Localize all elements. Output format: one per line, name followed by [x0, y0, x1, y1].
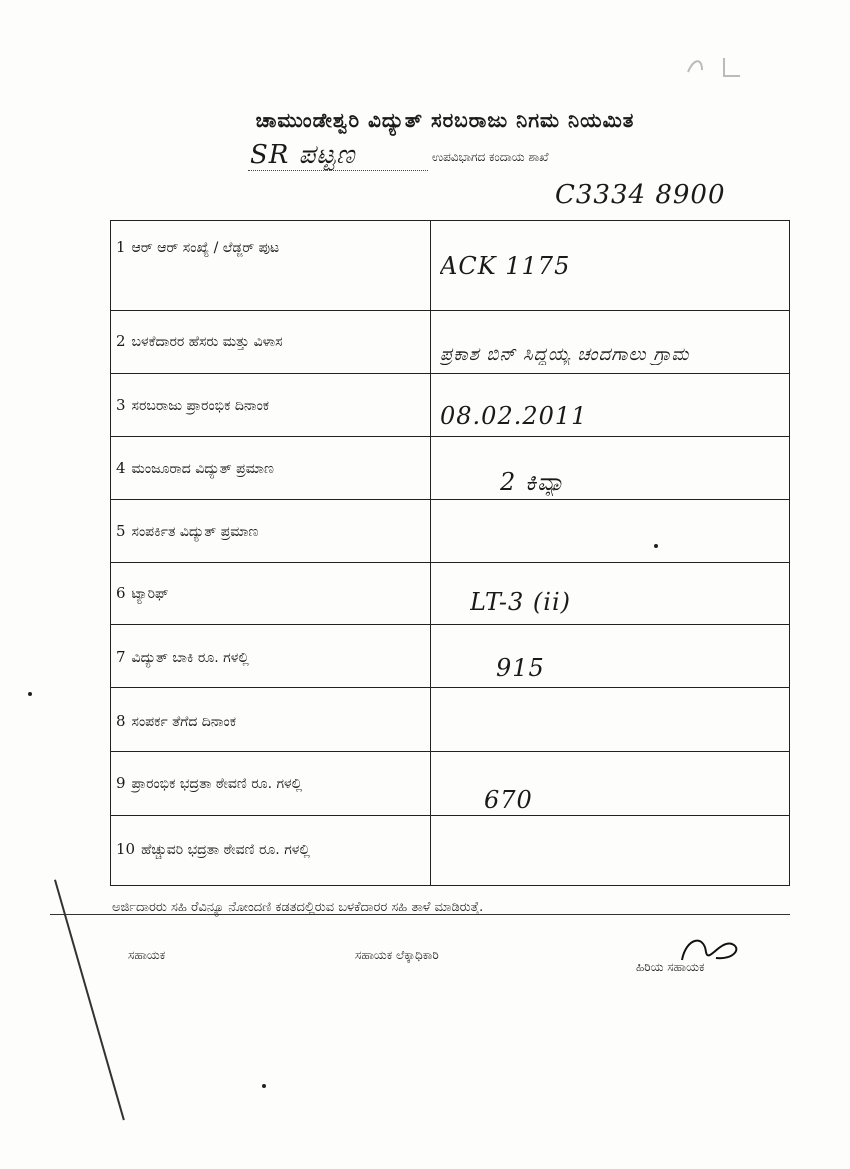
row-label-text: ಆರ್ ಆರ್ ಸಂಖ್ಯೆ / ಲೆಡ್ಜರ್ ಪುಟ: [131, 240, 280, 256]
signatory-assistant-accounts-officer: ಸಹಾಯಕ ಲೆಕ್ಕಾಧಿಕಾರಿ: [355, 948, 439, 962]
declaration-divider: [50, 914, 790, 915]
table-row-label: [116, 394, 426, 417]
signatory-senior-assistant: ಹಿರಿಯ ಸಹಾಯಕ: [636, 960, 705, 974]
table-row-divider: [110, 687, 790, 688]
table-row-label: [116, 457, 426, 480]
table-row-value: 08.02.2011: [440, 402, 588, 430]
table-row-divider: [110, 562, 790, 563]
row-label-text: ಟ್ಯಾರಿಫ್: [131, 586, 169, 602]
account-code: C3334 8900: [555, 180, 726, 210]
row-label-text: ಮಂಜೂರಾದ ವಿದ್ಯುತ್ ಪ್ರಮಾಣ: [131, 461, 274, 477]
row-label-text: ವಿದ್ಯುತ್ ಬಾಕಿ ರೂ. ಗಳಲ್ಲಿ: [131, 650, 249, 666]
table-row-divider: [110, 436, 790, 437]
row-label-text: ಸಂಪರ್ಕ ತೆಗೆದ ದಿನಾಂಕ: [131, 714, 237, 730]
row-label-text: ಬಳಕೆದಾರರ ಹೆಸರು ಮತ್ತು ವಿಳಾಸ: [131, 334, 283, 350]
table-row-label: [116, 772, 426, 795]
table-row-value: ACK 1175: [440, 252, 571, 280]
row-number: 2: [116, 332, 126, 350]
row-number: 1: [116, 238, 126, 256]
scan-corner-mark: [684, 52, 744, 88]
scan-margin-stroke: [54, 879, 125, 1120]
table-column-divider: [430, 220, 431, 886]
row-number: 4: [116, 459, 126, 477]
row-number: 10: [116, 840, 136, 858]
table-row-label: [116, 236, 426, 259]
office-name-handwritten: SR ಪಟ್ಟಣ: [250, 140, 356, 170]
table-row-divider: [110, 624, 790, 625]
table-row-value: ಪ್ರಕಾಶ ಬಿನ್ ಸಿದ್ದಯ್ಯ ಚಂದಗಾಲು ಗ್ರಾಮ: [440, 344, 690, 365]
scan-dot: [262, 1084, 266, 1088]
table-row-value: LT-3 (ii): [470, 588, 571, 616]
table-row-value: 670: [484, 786, 533, 814]
scan-dot: [28, 692, 32, 696]
signature-scribble: [676, 930, 746, 977]
table-row-label: [116, 710, 426, 733]
table-row-label: [116, 520, 426, 543]
row-label-text: ಸರಬರಾಜು ಪ್ರಾರಂಭಿಕ ದಿನಾಂಕ: [131, 398, 270, 414]
table-row-divider: [110, 815, 790, 816]
table-row-label: [116, 646, 426, 669]
row-number: 8: [116, 712, 126, 730]
row-label-text: ಸಂಪರ್ಕಿತ ವಿದ್ಯುತ್ ಪ್ರಮಾಣ: [131, 524, 259, 540]
row-label-text: ಹೆಚ್ಚುವರಿ ಭದ್ರತಾ ಠೇವಣಿ ರೂ. ಗಳಲ್ಲಿ: [141, 842, 310, 858]
table-row-divider: [110, 499, 790, 500]
table-row-value: 915: [496, 654, 545, 682]
table-row-value: 2 ಕಿವ್ಯಾ: [500, 468, 566, 496]
scan-dot: [654, 544, 658, 548]
table-row-label: [116, 582, 426, 605]
row-number: 3: [116, 396, 126, 414]
row-number: 7: [116, 648, 126, 666]
table-row-label: [116, 838, 426, 861]
row-label-text: ಪ್ರಾರಂಭಿಕ ಭದ್ರತಾ ಠೇವಣಿ ರೂ. ಗಳಲ್ಲಿ: [131, 776, 303, 792]
table-row-label: [116, 330, 426, 353]
row-number: 6: [116, 584, 126, 602]
office-name-line: [248, 170, 428, 171]
table-row-divider: [110, 751, 790, 752]
office-suffix: ಉಪವಿಭಾಗದ ಕಂದಾಯ ಶಾಖೆ: [432, 150, 549, 164]
row-number: 9: [116, 774, 126, 792]
signatory-assistant: ಸಹಾಯಕ: [128, 948, 166, 962]
table-row-divider: [110, 310, 790, 311]
table-row-divider: [110, 373, 790, 374]
organization-name: ಚಾಮುಂಡೇಶ್ವರಿ ವಿದ್ಯುತ್ ಸರಬರಾಜು ನಿಗಮ ನಿಯಮಿತ: [255, 108, 635, 132]
verification-declaration: ಅರ್ಜಿದಾರರು ಸಹಿ ರೆವಿನ್ಯೂ ನೋಂದಣಿ ಕಡತದಲ್ಲಿರುವ ಬಳಕೆದಾರರ ಸಹಿ ತಾಳೆ ಮಾಡಿರುತ್ತೆ.: [112, 900, 484, 915]
row-number: 5: [116, 522, 126, 540]
